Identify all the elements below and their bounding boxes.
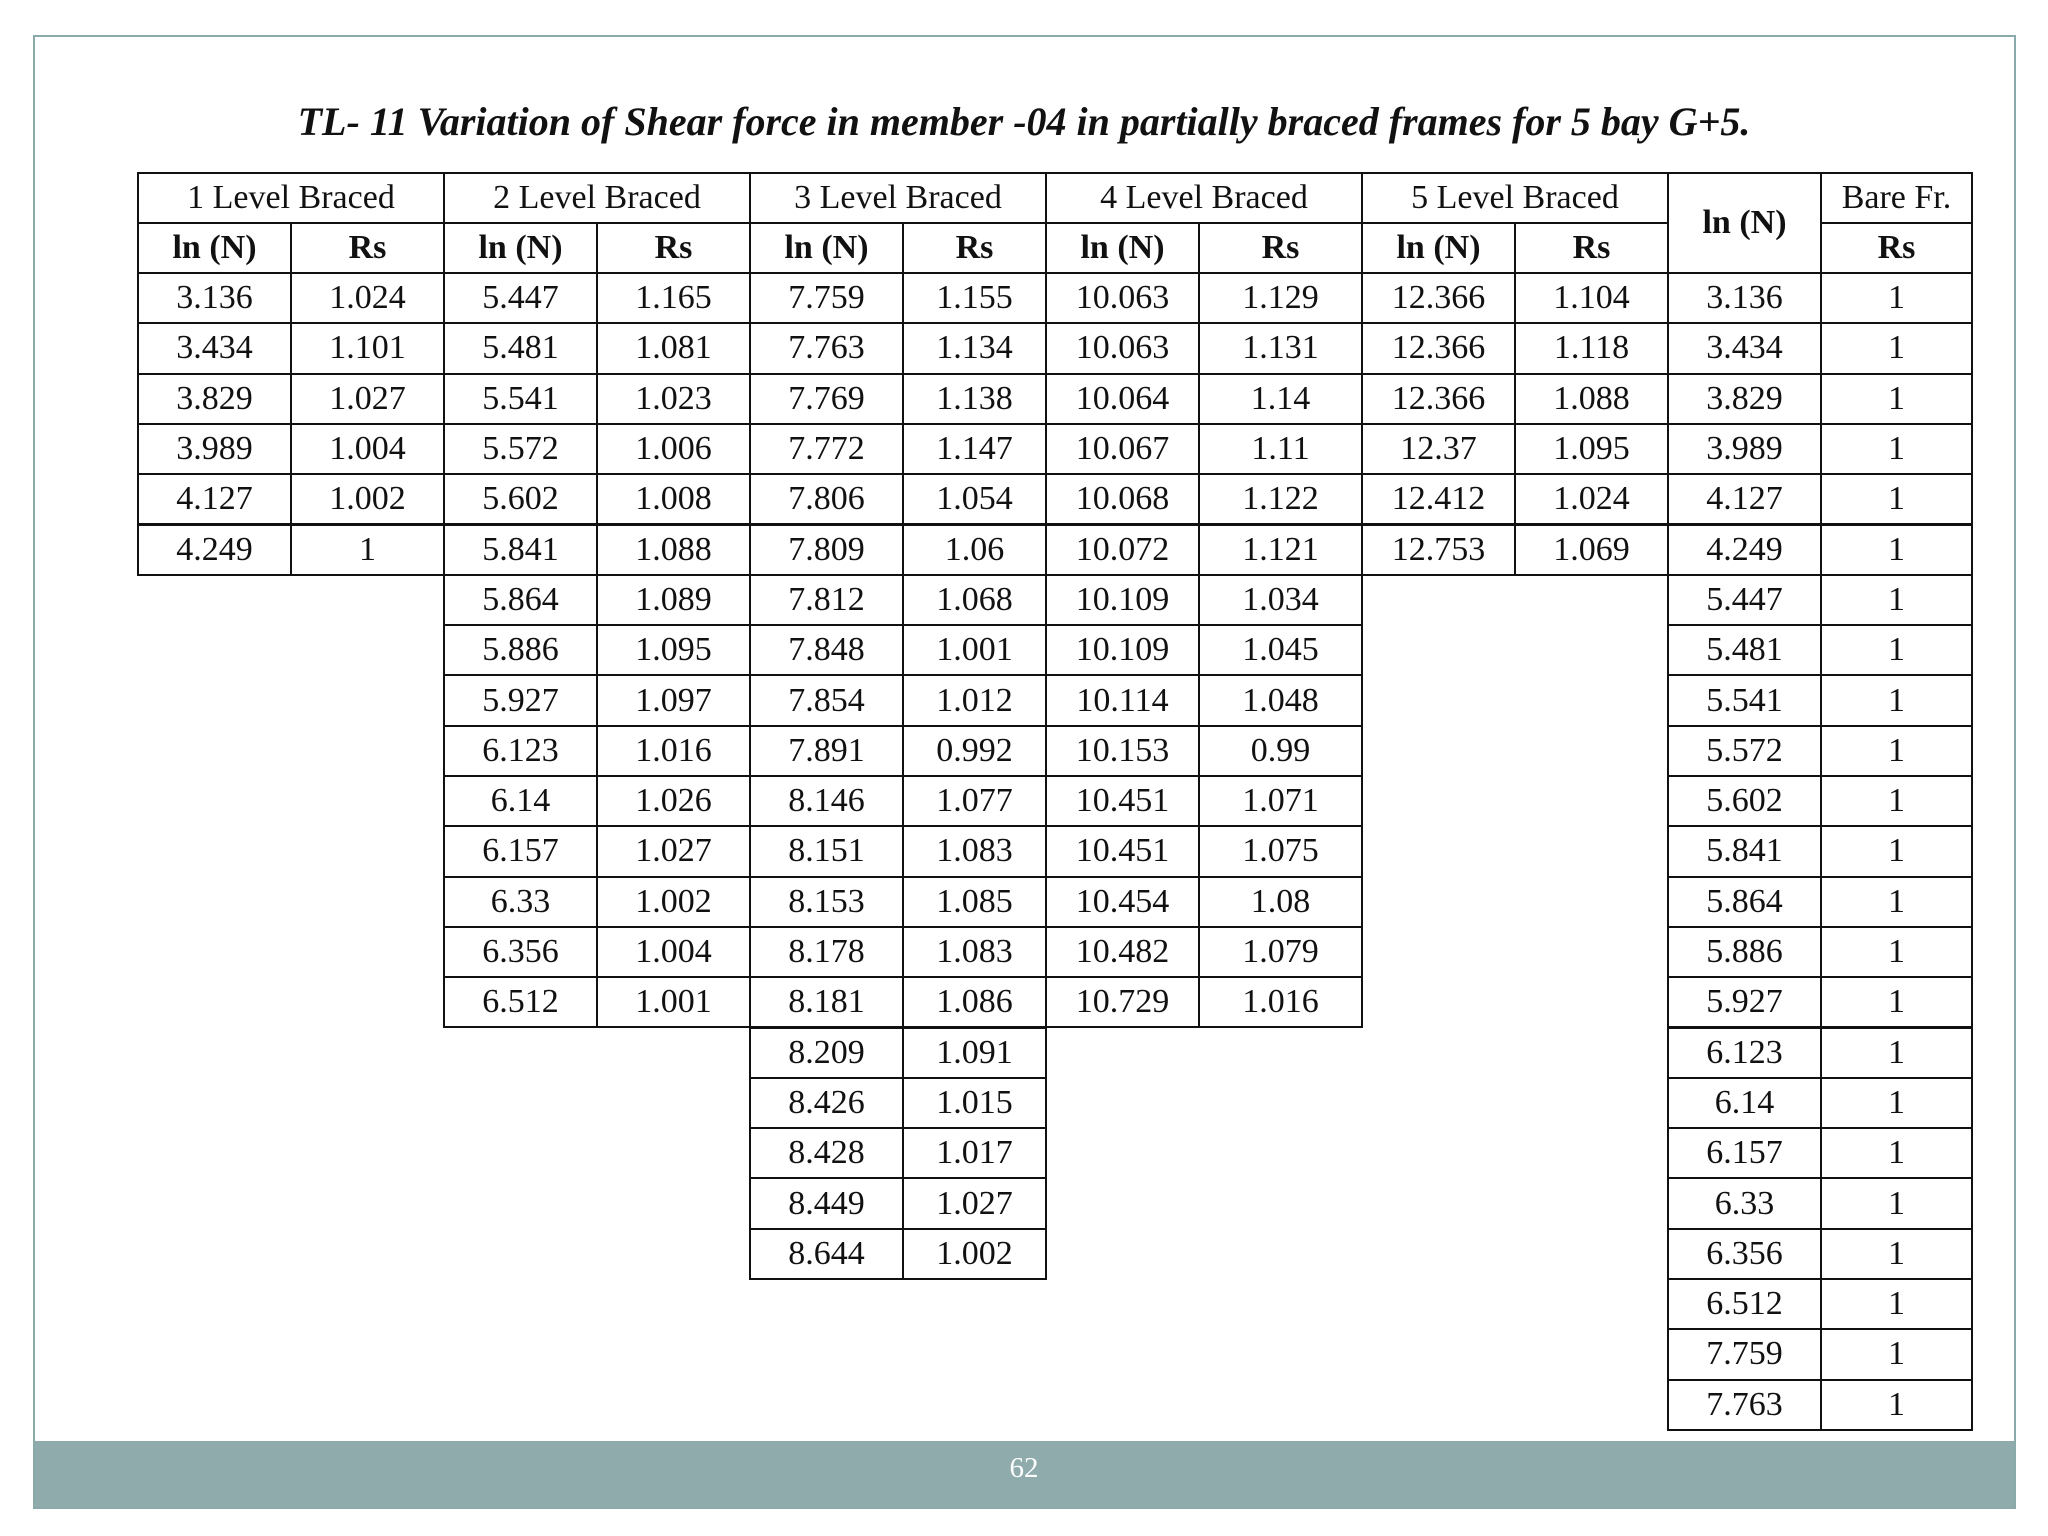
- table-cell-ln: 7.759: [1667, 1328, 1822, 1380]
- table-cell-ln: 6.512: [443, 976, 598, 1028]
- table-cell-rs: 1: [1820, 876, 1973, 928]
- table-cell-rs: 1.015: [902, 1077, 1047, 1129]
- table-cell-rs: 1.165: [596, 272, 751, 324]
- table-cell-ln: 8.151: [749, 825, 904, 877]
- table-cell-rs: 1.006: [596, 423, 751, 475]
- table-cell-ln: 12.366: [1361, 373, 1516, 425]
- group-header: 4 Level Braced: [1045, 172, 1363, 224]
- table-cell-rs: 1.016: [596, 725, 751, 777]
- table-cell-rs: 1: [1820, 825, 1973, 877]
- table-cell-ln: 3.434: [1667, 322, 1822, 374]
- table-cell-ln: 6.157: [443, 825, 598, 877]
- table-cell-rs: 1.012: [902, 674, 1047, 726]
- table-cell-rs: 1: [1820, 926, 1973, 978]
- table-cell-rs: 1.083: [902, 825, 1047, 877]
- column-header-rs: Rs: [290, 222, 445, 274]
- table-cell-rs: 1.075: [1198, 825, 1363, 877]
- table-cell-rs: 1: [1820, 976, 1973, 1028]
- column-header-rs: Rs: [1198, 222, 1363, 274]
- table-cell-ln: 8.153: [749, 876, 904, 928]
- table-cell-rs: 1: [1820, 1278, 1973, 1330]
- table-cell-rs: 1.134: [902, 322, 1047, 374]
- table-cell-rs: 1.147: [902, 423, 1047, 475]
- table-cell-ln: 5.602: [443, 473, 598, 525]
- table-cell-ln: 7.809: [749, 524, 904, 576]
- table-cell-rs: 1.086: [902, 976, 1047, 1028]
- table-cell-rs: 1.121: [1198, 524, 1363, 576]
- page-title: TL- 11 Variation of Shear force in member -04 in partially braced frames for 5 bay G+5.: [297, 99, 1751, 144]
- table-cell-ln: 5.481: [443, 322, 598, 374]
- table-cell-ln: 10.729: [1045, 976, 1200, 1028]
- column-header-ln: ln (N): [1667, 172, 1822, 274]
- table-cell-ln: 8.209: [749, 1027, 904, 1079]
- table-cell-rs: 1.068: [902, 574, 1047, 626]
- group-header: Bare Fr.: [1820, 172, 1973, 224]
- table-cell-ln: 4.249: [1667, 524, 1822, 576]
- table-cell-ln: 10.451: [1045, 775, 1200, 827]
- table-cell-rs: 1.026: [596, 775, 751, 827]
- table-cell-ln: 3.989: [137, 423, 292, 475]
- table-cell-rs: 1.034: [1198, 574, 1363, 626]
- table-cell-rs: 1: [1820, 524, 1973, 576]
- table-cell-rs: 0.99: [1198, 725, 1363, 777]
- table-cell-ln: 10.454: [1045, 876, 1200, 928]
- table-cell-rs: 1: [1820, 775, 1973, 827]
- table-cell-ln: 12.366: [1361, 322, 1516, 374]
- table-cell-rs: 1.045: [1198, 624, 1363, 676]
- table-cell-rs: 1.071: [1198, 775, 1363, 827]
- table-cell-rs: 1: [1820, 574, 1973, 626]
- table-cell-rs: 1.091: [902, 1027, 1047, 1079]
- table-cell-ln: 5.864: [1667, 876, 1822, 928]
- table-cell-ln: 3.829: [137, 373, 292, 425]
- table-cell-rs: 1: [1820, 272, 1973, 324]
- table-cell-ln: 5.572: [443, 423, 598, 475]
- table-cell-rs: 1.027: [290, 373, 445, 425]
- table-cell-ln: 6.123: [443, 725, 598, 777]
- table-cell-rs: 1: [1820, 1027, 1973, 1079]
- table-cell-ln: 10.068: [1045, 473, 1200, 525]
- table-cell-ln: 8.644: [749, 1228, 904, 1280]
- table-cell-rs: 1.027: [596, 825, 751, 877]
- table-cell-ln: 6.512: [1667, 1278, 1822, 1330]
- table-cell-rs: 1.104: [1514, 272, 1669, 324]
- table-cell-rs: 1: [1820, 674, 1973, 726]
- table-cell-rs: 1.017: [902, 1127, 1047, 1179]
- table-cell-ln: 5.886: [443, 624, 598, 676]
- table-cell-rs: 1.002: [596, 876, 751, 928]
- table-cell-rs: 1.024: [290, 272, 445, 324]
- column-header-rs: Rs: [1820, 222, 1973, 274]
- table-cell-ln: 6.356: [1667, 1228, 1822, 1280]
- table-cell-ln: 7.769: [749, 373, 904, 425]
- table-cell-rs: 1: [1820, 1077, 1973, 1129]
- table-cell-rs: 1.097: [596, 674, 751, 726]
- table-cell-rs: 1: [290, 524, 445, 576]
- table-cell-rs: 1: [1820, 725, 1973, 777]
- table-cell-rs: 1: [1820, 322, 1973, 374]
- table-cell-rs: 1.08: [1198, 876, 1363, 928]
- table-cell-rs: 1: [1820, 423, 1973, 475]
- table-cell-rs: 1.023: [596, 373, 751, 425]
- table-cell-rs: 1.004: [596, 926, 751, 978]
- table-cell-rs: 1.077: [902, 775, 1047, 827]
- table-cell-rs: 1.088: [1514, 373, 1669, 425]
- table-cell-rs: 1.083: [902, 926, 1047, 978]
- table-cell-rs: 1.002: [902, 1228, 1047, 1280]
- table-cell-ln: 12.37: [1361, 423, 1516, 475]
- table-cell-rs: 1.081: [596, 322, 751, 374]
- table-cell-rs: 1: [1820, 1379, 1973, 1431]
- column-header-rs: Rs: [902, 222, 1047, 274]
- table-cell-rs: 1.048: [1198, 674, 1363, 726]
- table-cell-ln: 7.763: [749, 322, 904, 374]
- table-cell-rs: 1.095: [596, 624, 751, 676]
- table-cell-rs: 1.101: [290, 322, 445, 374]
- column-header-ln: ln (N): [443, 222, 598, 274]
- group-header: 3 Level Braced: [749, 172, 1047, 224]
- table-cell-ln: 7.854: [749, 674, 904, 726]
- group-header: 5 Level Braced: [1361, 172, 1669, 224]
- table-cell-ln: 8.449: [749, 1177, 904, 1229]
- table-cell-rs: 1.001: [596, 976, 751, 1028]
- table-cell-ln: 10.153: [1045, 725, 1200, 777]
- group-header: 1 Level Braced: [137, 172, 445, 224]
- table-cell-rs: 1.089: [596, 574, 751, 626]
- page-number: 62: [1009, 1452, 1039, 1484]
- table-cell-ln: 5.886: [1667, 926, 1822, 978]
- table-cell-ln: 7.759: [749, 272, 904, 324]
- table-cell-rs: 1.001: [902, 624, 1047, 676]
- column-header-ln: ln (N): [1045, 222, 1200, 274]
- table-cell-ln: 6.123: [1667, 1027, 1822, 1079]
- table-cell-rs: 1: [1820, 1127, 1973, 1179]
- table-cell-rs: 1.054: [902, 473, 1047, 525]
- table-cell-ln: 12.366: [1361, 272, 1516, 324]
- table-cell-ln: 3.434: [137, 322, 292, 374]
- table-cell-ln: 5.864: [443, 574, 598, 626]
- table-cell-rs: 1: [1820, 1328, 1973, 1380]
- table-cell-ln: 3.136: [1667, 272, 1822, 324]
- table-cell-ln: 7.848: [749, 624, 904, 676]
- table-cell-ln: 4.249: [137, 524, 292, 576]
- table-cell-rs: 1.131: [1198, 322, 1363, 374]
- table-cell-rs: 1.129: [1198, 272, 1363, 324]
- table-cell-ln: 6.14: [443, 775, 598, 827]
- table-cell-ln: 10.072: [1045, 524, 1200, 576]
- table-cell-rs: 1.024: [1514, 473, 1669, 525]
- table-cell-rs: 1: [1820, 1228, 1973, 1280]
- table-cell-rs: 1.085: [902, 876, 1047, 928]
- table-cell-ln: 5.447: [1667, 574, 1822, 626]
- table-cell-rs: 1.138: [902, 373, 1047, 425]
- table-cell-rs: 0.992: [902, 725, 1047, 777]
- table-cell-ln: 5.541: [1667, 674, 1822, 726]
- table-cell-ln: 5.841: [1667, 825, 1822, 877]
- table-cell-ln: 4.127: [1667, 473, 1822, 525]
- table-cell-rs: 1.016: [1198, 976, 1363, 1028]
- table-cell-ln: 6.14: [1667, 1077, 1822, 1129]
- table-cell-ln: 6.33: [1667, 1177, 1822, 1229]
- table-cell-ln: 12.753: [1361, 524, 1516, 576]
- table-cell-ln: 12.412: [1361, 473, 1516, 525]
- table-cell-rs: 1.002: [290, 473, 445, 525]
- table-cell-ln: 7.772: [749, 423, 904, 475]
- table-cell-rs: 1.155: [902, 272, 1047, 324]
- table-cell-rs: 1.122: [1198, 473, 1363, 525]
- table-cell-ln: 10.063: [1045, 272, 1200, 324]
- table-cell-ln: 5.927: [443, 674, 598, 726]
- table-cell-ln: 8.426: [749, 1077, 904, 1129]
- table-cell-ln: 10.064: [1045, 373, 1200, 425]
- table-cell-ln: 7.812: [749, 574, 904, 626]
- table-cell-ln: 10.451: [1045, 825, 1200, 877]
- table-cell-ln: 8.428: [749, 1127, 904, 1179]
- table-cell-rs: 1.06: [902, 524, 1047, 576]
- table-cell-rs: 1.118: [1514, 322, 1669, 374]
- table-cell-ln: 8.146: [749, 775, 904, 827]
- table-cell-ln: 6.33: [443, 876, 598, 928]
- table-cell-ln: 10.109: [1045, 624, 1200, 676]
- table-cell-ln: 10.482: [1045, 926, 1200, 978]
- table-cell-ln: 8.178: [749, 926, 904, 978]
- column-header-ln: ln (N): [1361, 222, 1516, 274]
- table-cell-ln: 4.127: [137, 473, 292, 525]
- table-cell-ln: 10.067: [1045, 423, 1200, 475]
- table-cell-rs: 1.079: [1198, 926, 1363, 978]
- column-header-rs: Rs: [596, 222, 751, 274]
- table-cell-ln: 5.927: [1667, 976, 1822, 1028]
- table-cell-ln: 5.841: [443, 524, 598, 576]
- table-cell-ln: 3.136: [137, 272, 292, 324]
- table-cell-rs: 1.14: [1198, 373, 1363, 425]
- table-cell-ln: 5.602: [1667, 775, 1822, 827]
- table-cell-ln: 5.447: [443, 272, 598, 324]
- table-cell-ln: 5.572: [1667, 725, 1822, 777]
- table-cell-rs: 1.11: [1198, 423, 1363, 475]
- table-cell-ln: 10.063: [1045, 322, 1200, 374]
- table-cell-ln: 3.989: [1667, 423, 1822, 475]
- table-cell-ln: 5.541: [443, 373, 598, 425]
- table-cell-ln: 10.109: [1045, 574, 1200, 626]
- table-cell-ln: 6.356: [443, 926, 598, 978]
- table-cell-ln: 5.481: [1667, 624, 1822, 676]
- table-cell-ln: 6.157: [1667, 1127, 1822, 1179]
- table-cell-ln: 7.891: [749, 725, 904, 777]
- table-cell-rs: 1: [1820, 373, 1973, 425]
- table-cell-ln: 10.114: [1045, 674, 1200, 726]
- table-cell-ln: 7.763: [1667, 1379, 1822, 1431]
- group-header: 2 Level Braced: [443, 172, 751, 224]
- table-cell-rs: 1.004: [290, 423, 445, 475]
- column-header-ln: ln (N): [137, 222, 292, 274]
- table-cell-rs: 1.095: [1514, 423, 1669, 475]
- column-header-rs: Rs: [1514, 222, 1669, 274]
- column-header-ln: ln (N): [749, 222, 904, 274]
- table-cell-rs: 1.027: [902, 1177, 1047, 1229]
- table-cell-rs: 1: [1820, 1177, 1973, 1229]
- table-cell-rs: 1: [1820, 624, 1973, 676]
- table-cell-rs: 1.008: [596, 473, 751, 525]
- table-cell-ln: 3.829: [1667, 373, 1822, 425]
- table-cell-ln: 7.806: [749, 473, 904, 525]
- table-cell-ln: 8.181: [749, 976, 904, 1028]
- table-cell-rs: 1.088: [596, 524, 751, 576]
- table-cell-rs: 1: [1820, 473, 1973, 525]
- table-cell-rs: 1.069: [1514, 524, 1669, 576]
